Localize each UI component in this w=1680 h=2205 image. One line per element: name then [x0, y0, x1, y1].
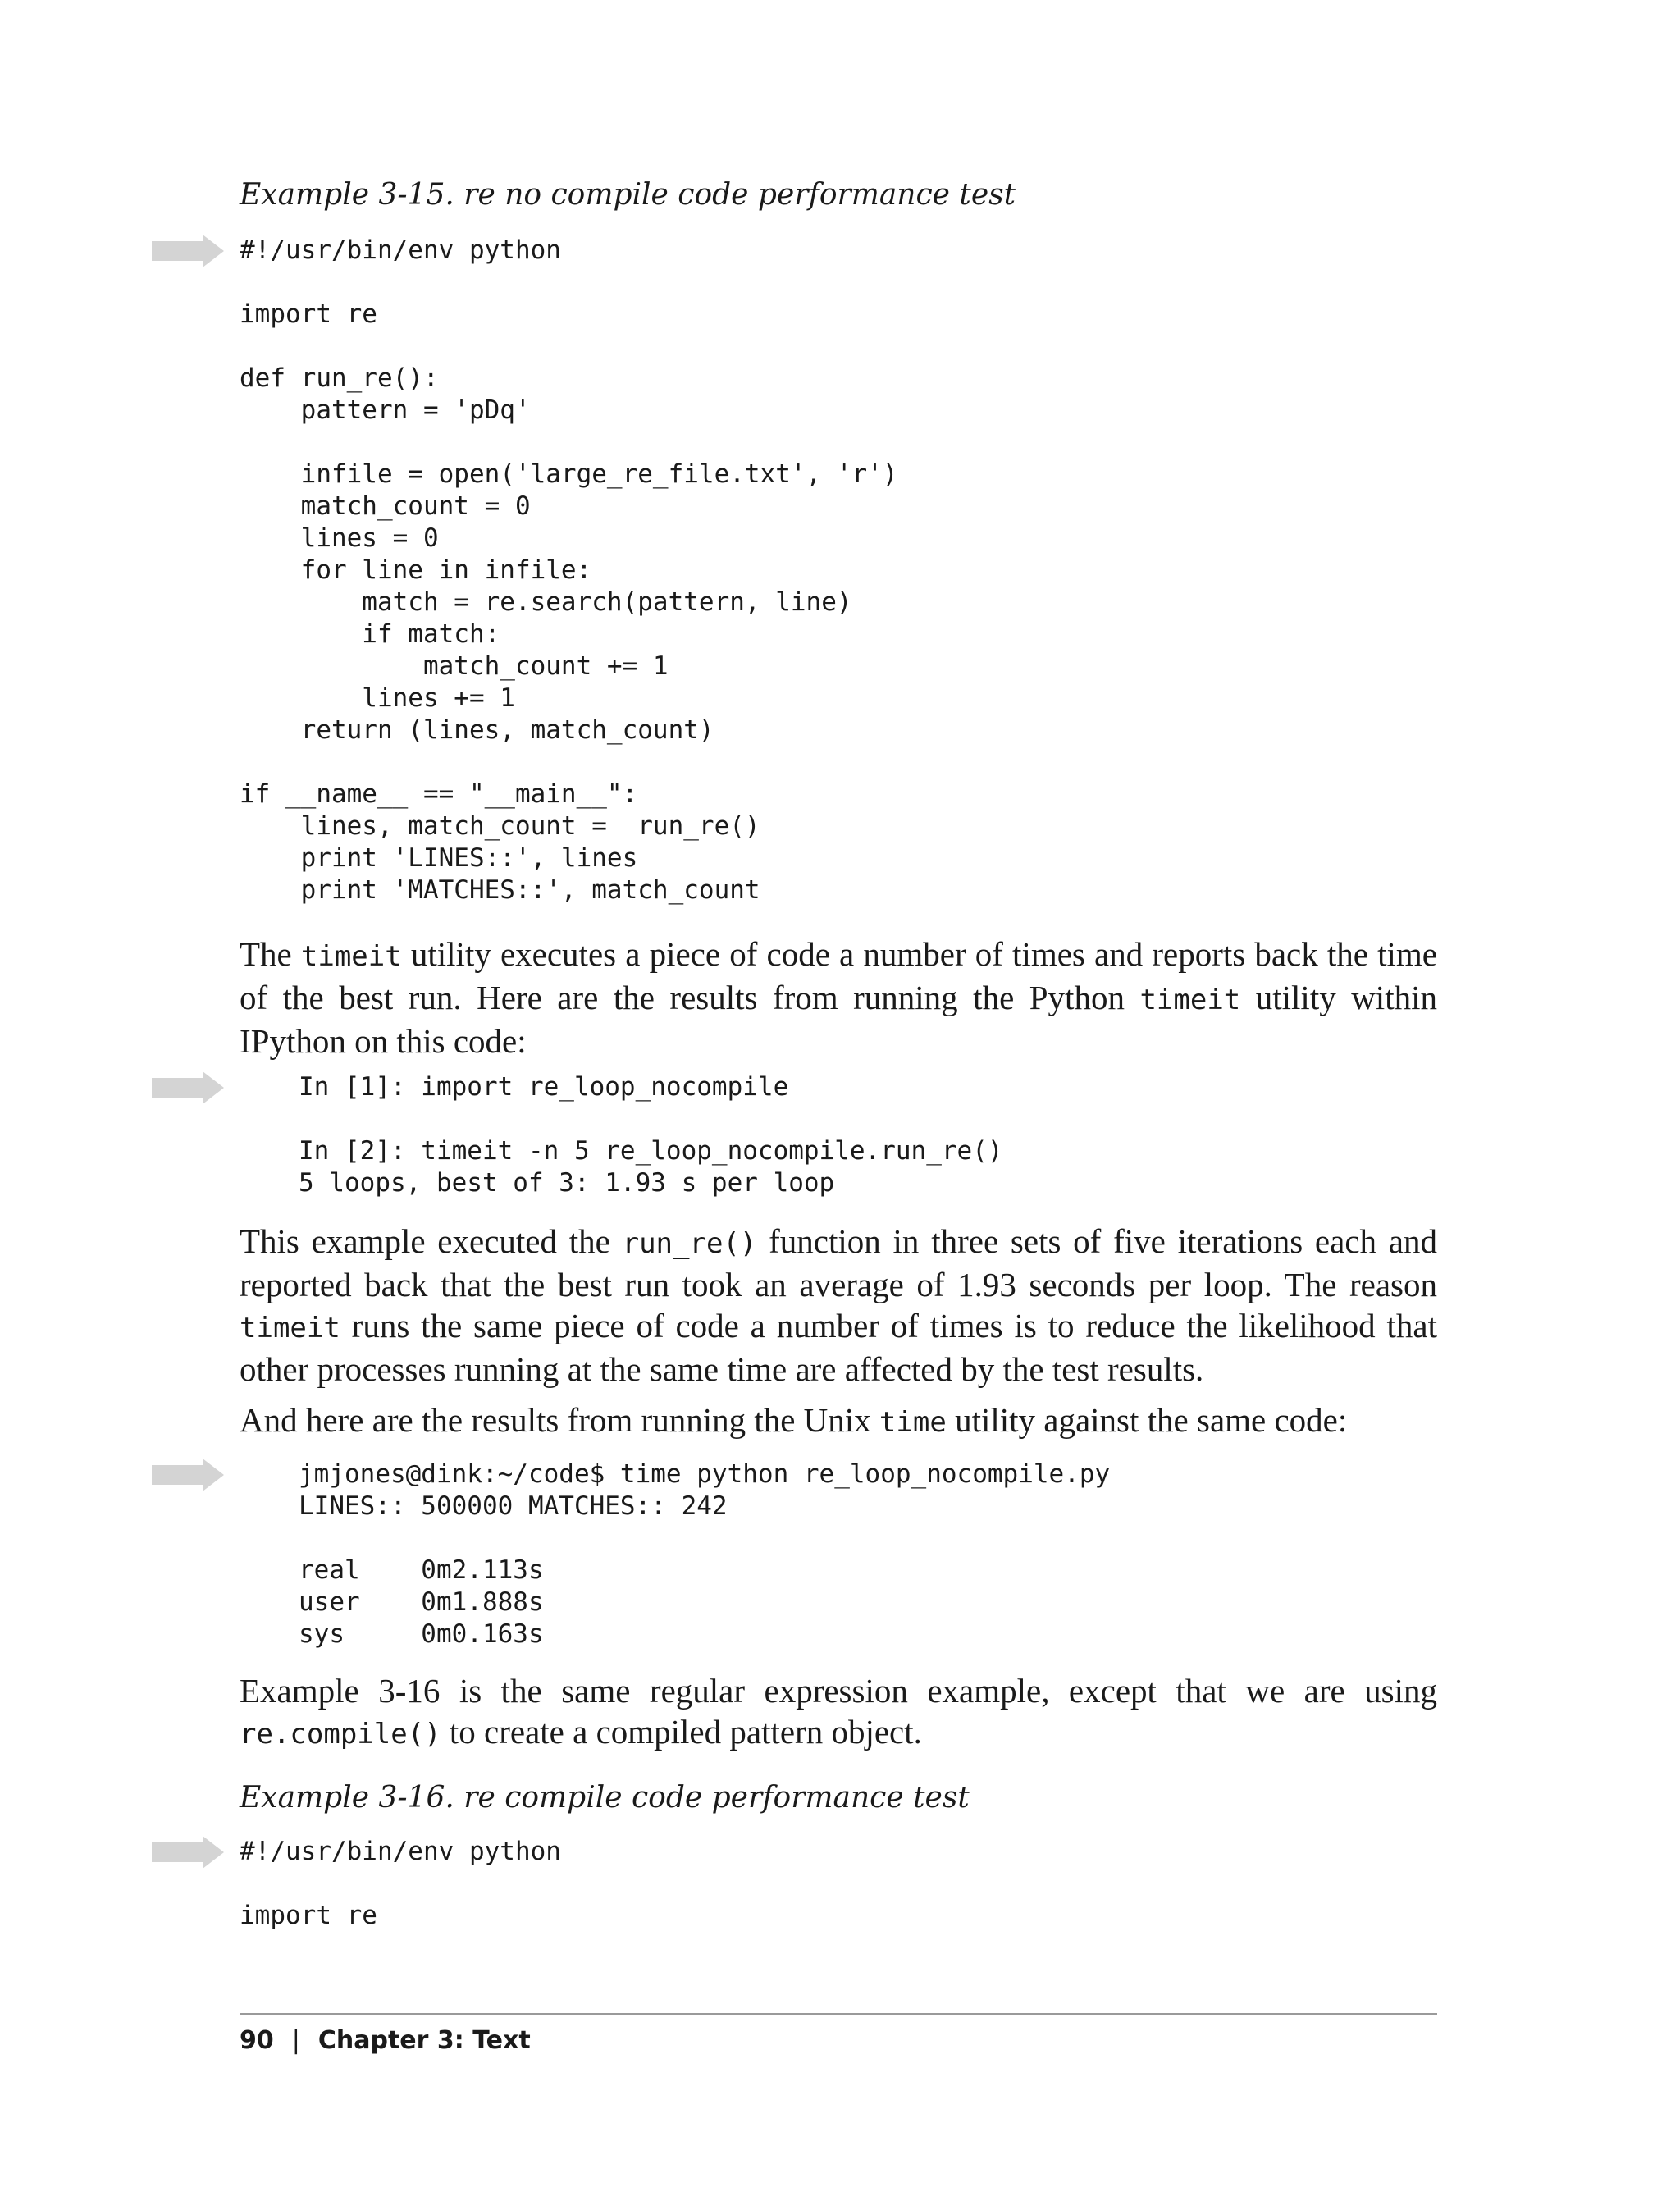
example-3-16-caption: Example 3-16. re compile code performance test [240, 1781, 970, 1815]
arrow-marker-icon [152, 1836, 226, 1869]
arrow-marker-icon [152, 235, 226, 267]
paragraph-unix-time-intro: And here are the results from running the Unix time utility against the same code: [240, 1401, 1348, 1439]
arrow-marker-icon [152, 1071, 226, 1104]
paragraph-example-3-16-intro: Example 3-16 is the same regular expression example, except that we are using re.compile() to create a compiled pattern object. [240, 1672, 1437, 1751]
chapter-title: Chapter 3: Text [317, 2026, 531, 2055]
inline-code-timeit: timeit [1139, 984, 1241, 1016]
footer-separator: | [291, 2026, 300, 2055]
inline-code-re-compile: re.compile() [240, 1718, 441, 1751]
inline-code-time: time [879, 1406, 947, 1439]
inline-code-timeit: timeit [300, 940, 402, 973]
inline-code-run-re: run_re() [622, 1227, 757, 1260]
example-3-15-code: #!/usr/bin/env python import re def run_re(): pattern = 'pDq' infile = open('large_re_file.txt', 'r') match_count = 0 lines = 0 for line in infile: match = re.search(pattern, line) if match: match_count += 1 lines += 1 return (lines, match_count) if __name__ == "__main__": lines, match_count = run_re() print 'LINES::', lines print 'MATCHES::', match_count [240, 235, 898, 905]
arrow-marker-icon [152, 1459, 226, 1491]
ipython-session-output: In [1]: import re_loop_nocompile In [2]: timeit -n 5 re_loop_nocompile.run_re() 5 loops, best of 3: 1.93 s per loop [299, 1072, 1003, 1198]
paragraph-timeit-explanation: This example executed the run_re() function in three sets of five iterations each and reported back that the best run took an average of 1.93 seconds per loop. The reason timeit runs the same piece of code a number of times is to reduce the likelihood that other processes running at the same time are affected by the test results. [240, 1222, 1437, 1388]
page-footer [240, 2023, 531, 2059]
page-number: 90 [240, 2026, 274, 2055]
example-3-15-caption: Example 3-15. re no compile code performance test [240, 178, 1016, 212]
footer-rule [240, 2013, 1437, 2015]
inline-code-timeit: timeit [240, 1312, 340, 1344]
unix-time-output: jmjones@dink:~/code$ time python re_loop_nocompile.py LINES:: 500000 MATCHES:: 242 real 0m2.113s user 0m1.888s sys 0m0.163s [299, 1459, 1111, 1649]
example-3-16-code: #!/usr/bin/env python import re [240, 1837, 561, 1930]
paragraph-timeit-intro: The timeit utility executes a piece of code a number of times and reports back the time of the best run. Here are the results from running the Python timeit utility within IPython on this code: [240, 935, 1437, 1060]
